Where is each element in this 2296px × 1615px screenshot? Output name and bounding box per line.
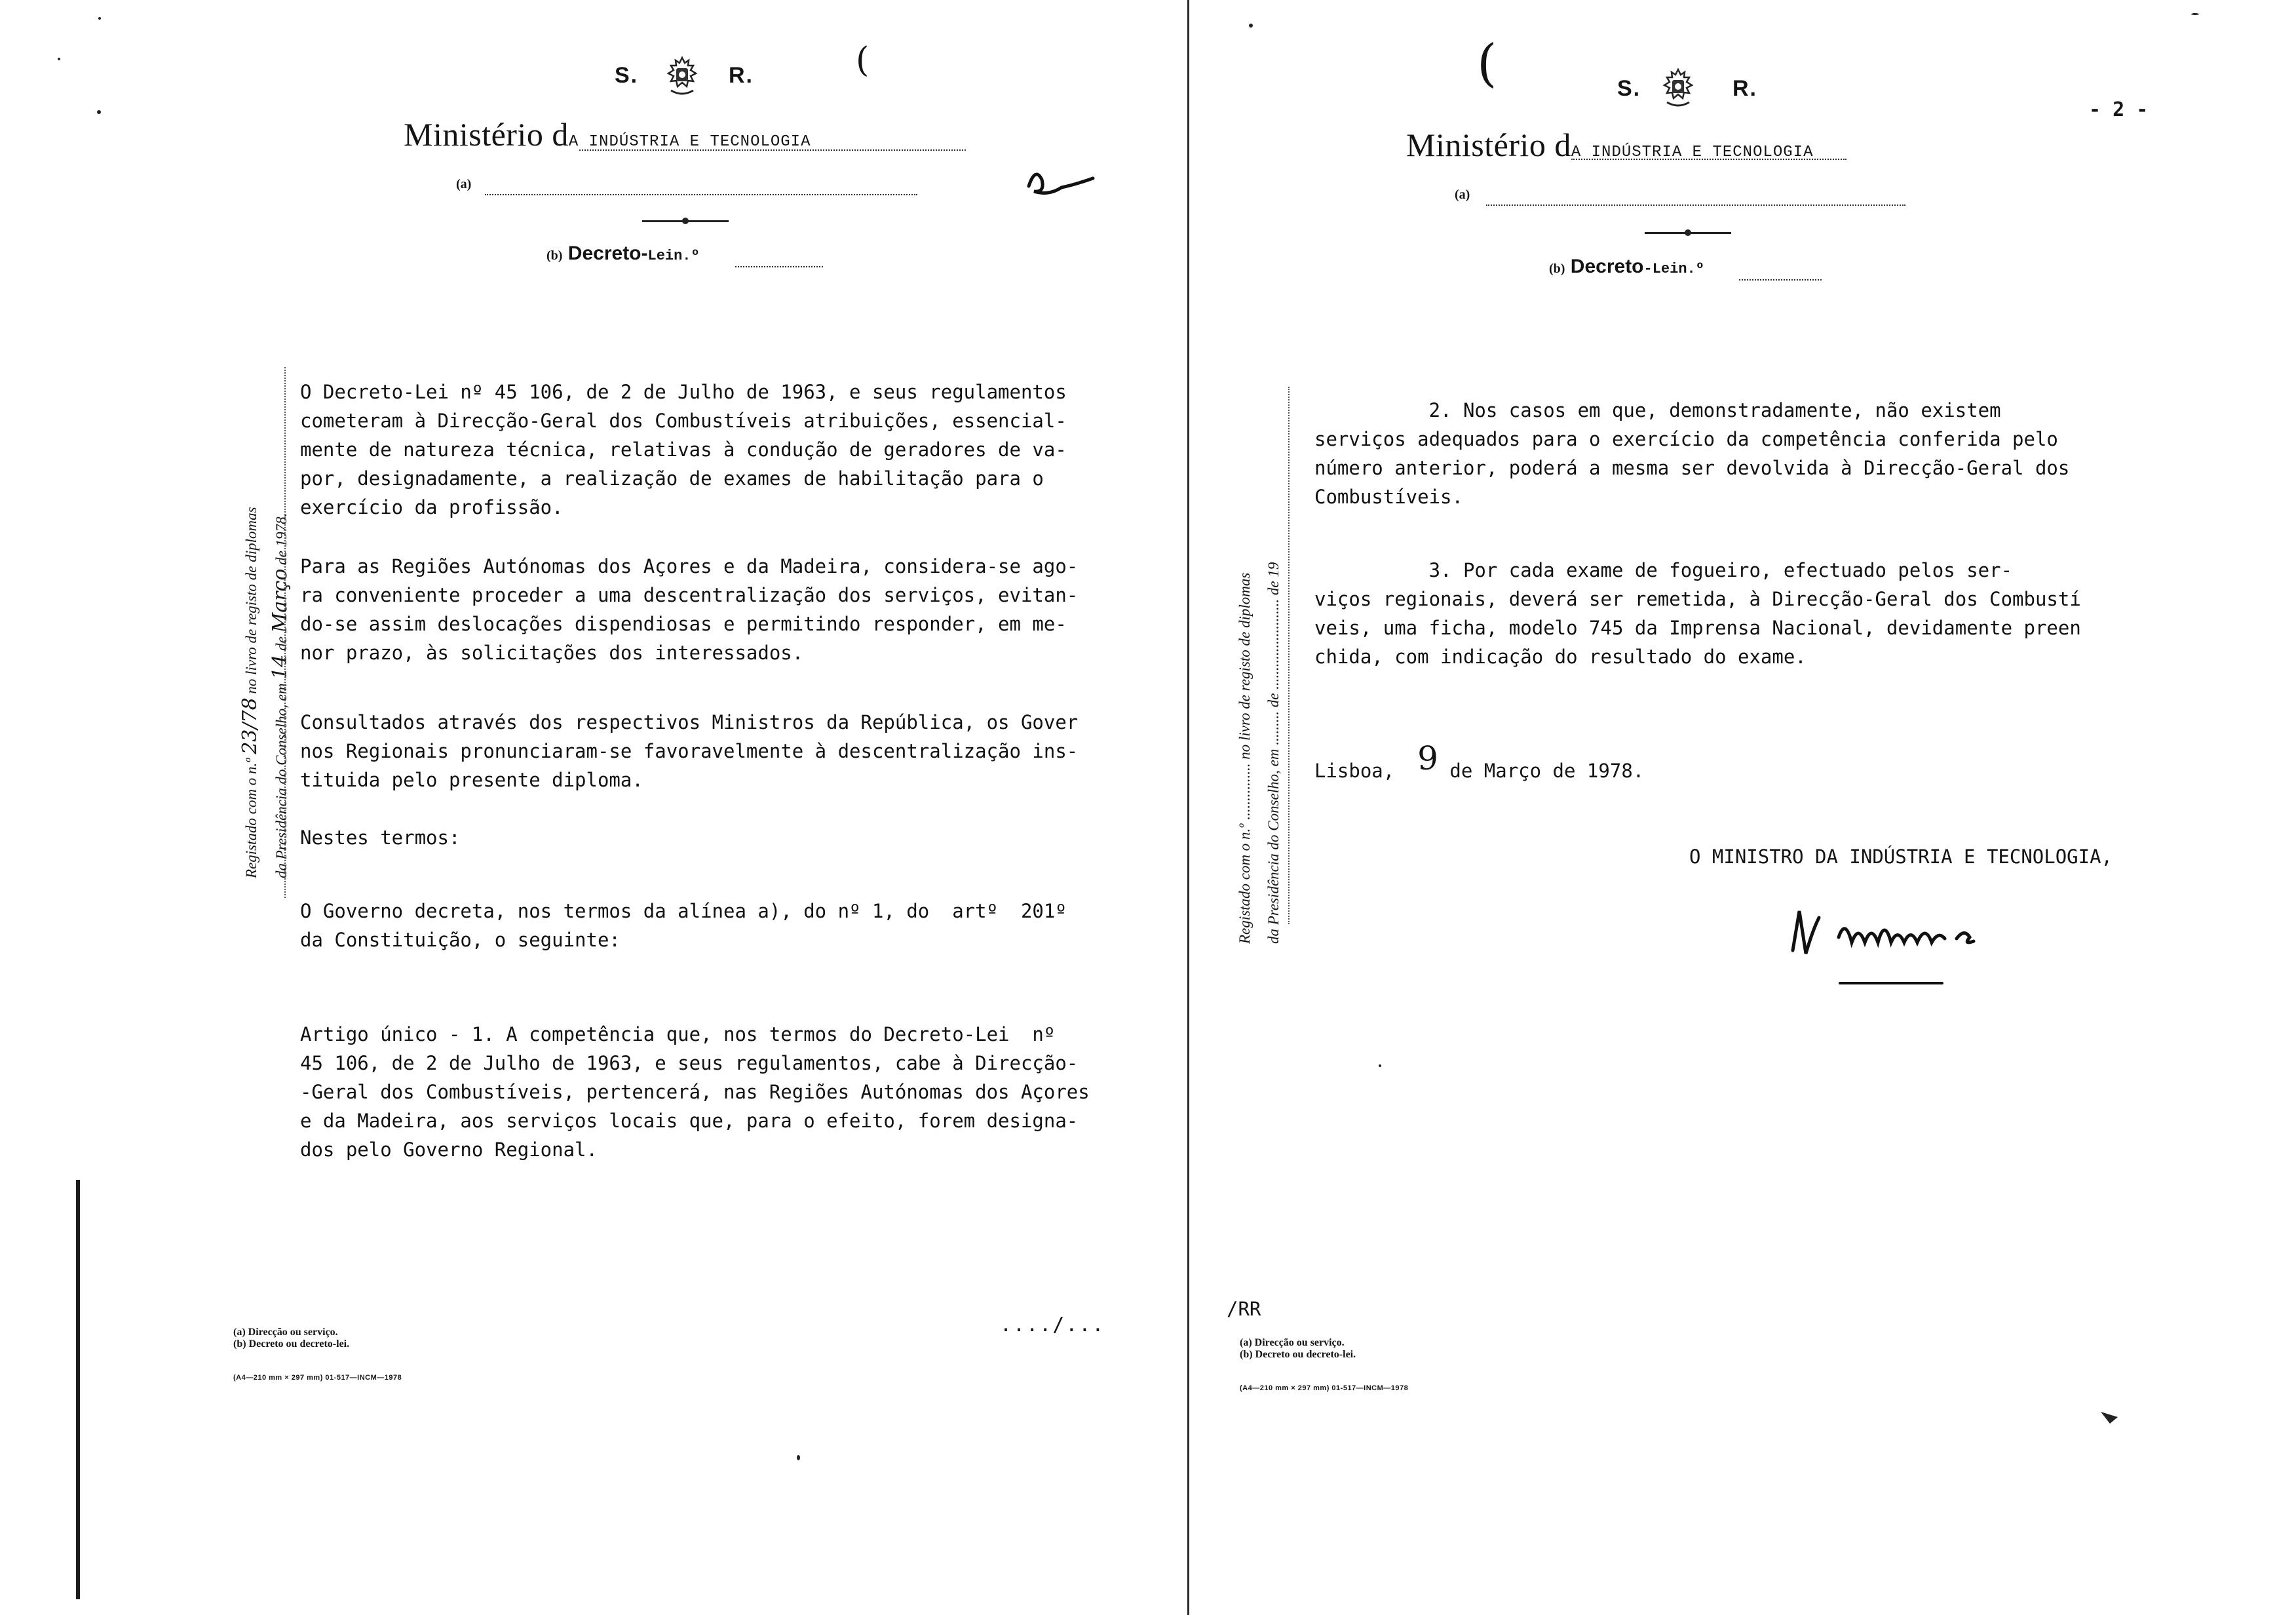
scan-speck — [58, 58, 60, 60]
decreto-label: Decreto- — [567, 243, 648, 264]
ministerio-word: Ministério d — [1406, 126, 1571, 163]
paragraph-4: Nestes termos: — [300, 827, 461, 849]
ornament-divider — [642, 220, 729, 222]
paragraph-1: O Decreto-Lei nº 45 106, de 2 de Julho de 1963, e seus regulamentos cometeram à Direcção-Geral dos Combustíveis atribuições, essencial- mente de natureza técnica, relativas à condução de geradores de va- por, designadamente, a realização de exames de habilitação para o exercício da profissão. — [300, 381, 1067, 518]
sr-right: R. — [1732, 76, 1757, 101]
scan-speck — [1249, 24, 1253, 28]
decreto-line — [546, 243, 700, 265]
print-info: (A4—210 mm × 297 mm) 01-517—INCM—1978 — [233, 1374, 402, 1382]
sr-right: R. — [729, 63, 754, 88]
paragraph-1: 2. Nos casos em que, demonstradamente, não existem serviços adequados para o exercício da competência conferida pelo número anterior, poderá a mesma ser devolvida à Direcção-Geral dos Combustíveis. — [1314, 399, 2070, 508]
margin-dotline — [284, 367, 287, 898]
b-marker: (b) — [546, 248, 563, 263]
signature-mark — [1780, 891, 2029, 996]
paragraph-2: Para as Regiões Autónomas dos Açores e da Madeira, considera-se ago- ra conveniente proceder a uma descentralização dos serviços, evitan- do-se assim deslocações dispendiosas e permitindo responder, em me- nor prazo, às solicitações dos interessados. — [300, 555, 1079, 664]
decreto-line — [1549, 256, 1704, 278]
paragraph-6: Artigo único - 1. A competência que, nos termos do Decreto-Lei nº 45 106, de 2 de Julho de 1963, e seus regulamentos, cabe à Direcção- -Geral dos Combustíveis, pertencerá, nas Regiões Autónomas dos Açores e da Madeira, aos serviços locais que, para o efeito, forem designa- dos pelo Governo Regional. — [300, 1023, 1090, 1161]
paragraph-3: Consultados através dos respectivos Ministros da República, os Gover nos Regionais pronunciaram-se favoravelmente à descentralização ins- tituida pelo presente diploma. — [300, 711, 1079, 791]
date-prefix: Lisboa, — [1314, 760, 1395, 782]
a-marker: (a) — [456, 177, 472, 191]
scan-speck — [98, 17, 101, 20]
right-page — [1190, 0, 2296, 1615]
decreto-suffix: -Lein.º — [1643, 261, 1704, 277]
decreto-suffix: Lein.º — [647, 248, 700, 264]
coat-of-arms-icon — [658, 52, 706, 101]
registo-line1: Registado com o n.º 23/78 no livro de registo de diplomas — [239, 507, 261, 878]
scan-speck — [97, 110, 101, 114]
ministerio-name: A INDÚSTRIA E TECNOLOGIA — [1571, 144, 1814, 161]
scan-speck — [2191, 13, 2199, 15]
decreto-dotline — [735, 266, 823, 267]
margin-registo — [236, 354, 296, 878]
paragraph-5: O Governo decreta, nos termos da alínea a), do nº 1, do artº 201º da Constituição, o seguinte: — [300, 900, 1067, 951]
scan-speck — [1379, 1064, 1381, 1067]
ornament-divider — [1645, 232, 1731, 234]
a-marker: (a) — [1455, 187, 1470, 202]
registo-number: 23/78 — [239, 697, 261, 754]
margin-dotline — [1288, 387, 1291, 924]
date-day: 9 — [1417, 739, 1438, 777]
ministerio-title — [404, 115, 811, 153]
page-number: - 2 - — [2089, 98, 2149, 121]
registo-line1: Registado com o n.º ............... no livro de registo de diplomas — [1236, 572, 1253, 944]
ministerio-word: Ministério d — [404, 116, 569, 153]
registo-line2: da Presidência do Conselho, em ......... de ........................ de 19 — [1265, 562, 1282, 944]
date-line — [1314, 739, 1645, 785]
print-info: (A4—210 mm × 297 mm) 01-517—INCM—1978 — [1240, 1384, 1409, 1392]
registo-line2: da Presidência do Conselho, em 14 de Março de 1978. — [269, 513, 292, 878]
scan-speck — [797, 1455, 800, 1460]
a-dotline — [1486, 204, 1905, 206]
initials-reference: /RR — [1227, 1298, 1261, 1320]
date-suffix: de Março de 1978. — [1449, 760, 1645, 782]
paragraph-2: 3. Por cada exame de fogueiro, efectuado pelos ser- viços regionais, deverá ser remetida, à Direcção-Geral dos Combustí veis, uma ficha, modelo 745 da Imprensa Nacional, devidamente preen chida, com indicação do resultado do exame. — [1314, 559, 2081, 668]
ministerio-dotline — [579, 149, 966, 151]
footnotes: (a) Direcção ou serviço. (b) Decreto ou decreto-lei. — [233, 1327, 350, 1350]
paren-mark: ( — [1477, 34, 1497, 93]
continuation-marker: ..../... — [1000, 1313, 1105, 1336]
paren-mark: ( — [856, 41, 870, 80]
decreto-dotline — [1739, 279, 1822, 281]
initials-mark — [2098, 1408, 2124, 1428]
b-marker: (b) — [1549, 262, 1565, 276]
sr-left: S. — [615, 63, 639, 88]
sr-left: S. — [1617, 76, 1641, 101]
decreto-label: Decreto — [1570, 256, 1644, 277]
ministerio-dotline — [1571, 159, 1846, 160]
handwritten-mark — [1022, 160, 1101, 212]
margin-registo — [1231, 354, 1288, 944]
a-dotline — [485, 194, 917, 195]
coat-of-arms-icon — [1654, 64, 1702, 113]
footnotes: (a) Direcção ou serviço. (b) Decreto ou decreto-lei. — [1240, 1337, 1356, 1360]
ministerio-name: A INDÚSTRIA E TECNOLOGIA — [568, 133, 811, 151]
minister-title: O MINISTRO DA INDÚSTRIA E TECNOLOGIA, — [1689, 846, 2113, 868]
